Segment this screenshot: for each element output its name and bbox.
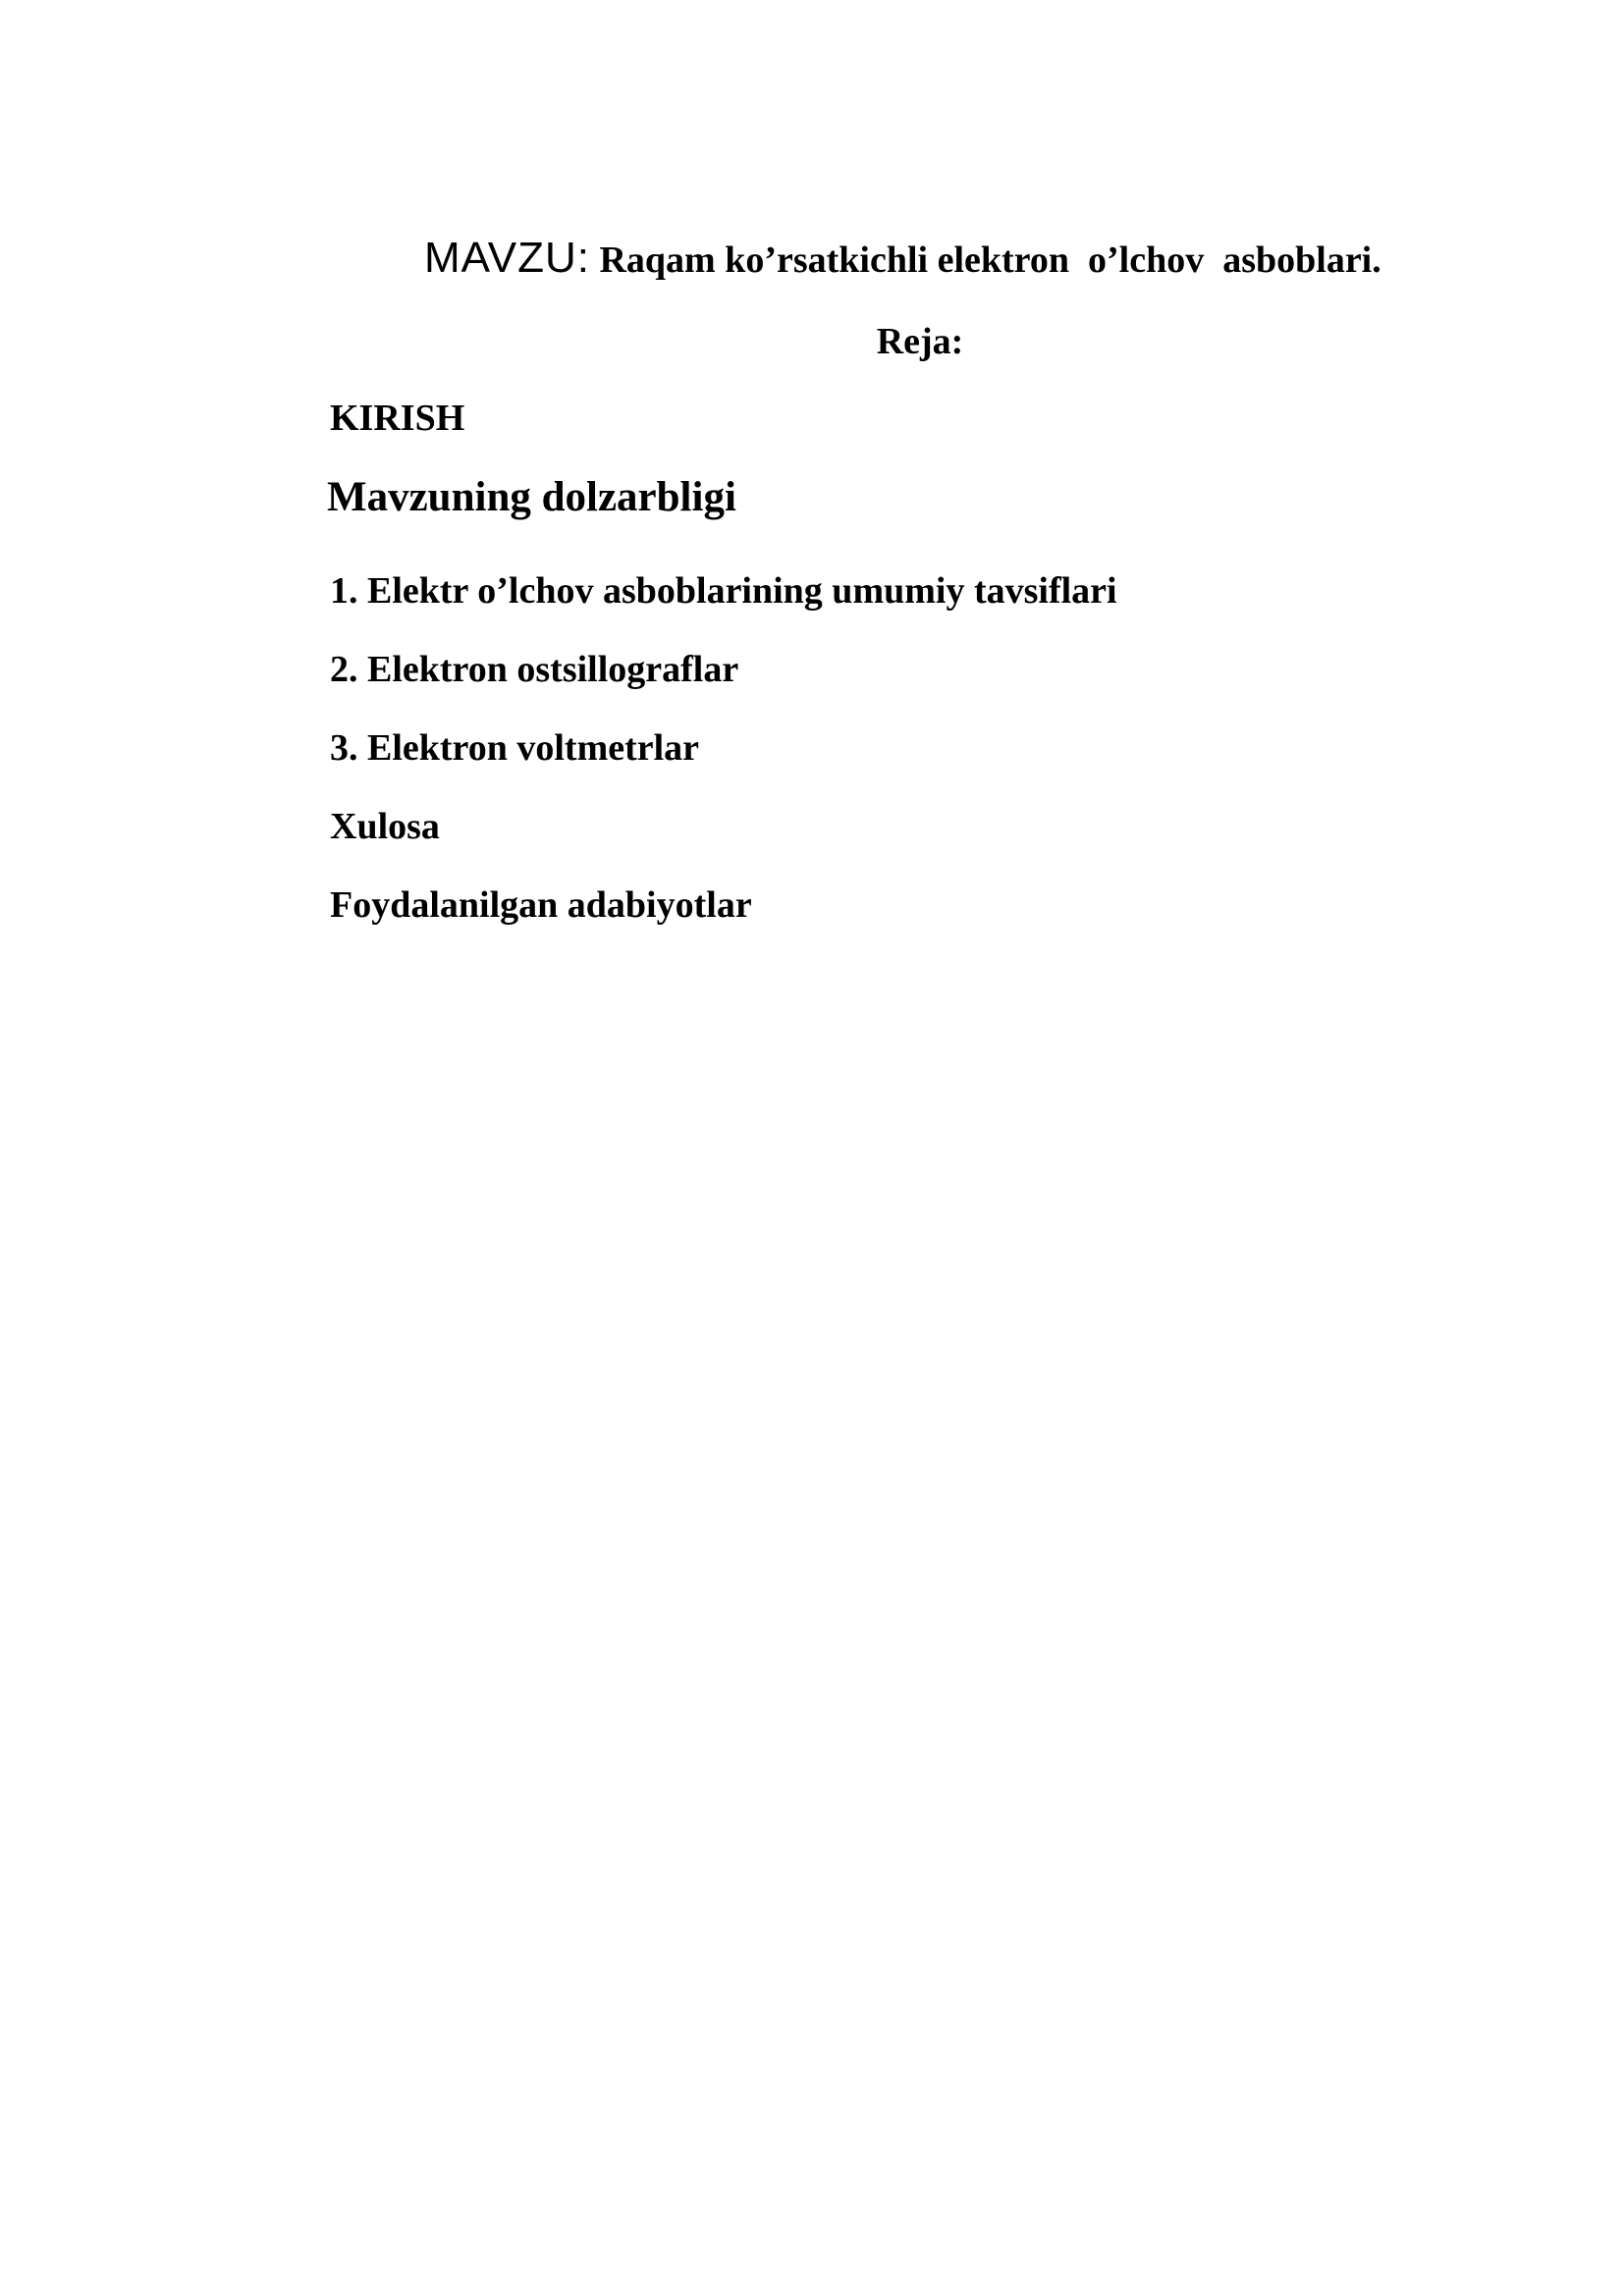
plan-item-3: 3. Elektron voltmetrlar (330, 727, 700, 769)
plan-item-conclusion: Xulosa (330, 806, 440, 847)
plan-item-introduction: KIRISH (330, 398, 465, 439)
topic-line (424, 234, 1381, 283)
plan-item-relevance: Mavzuning dolzarbligi (327, 474, 736, 520)
plan-item-references: Foydalanilgan adabiyotlar (330, 884, 752, 926)
topic-label: MAVZU: (424, 234, 590, 282)
plan-item-2: 2. Elektron ostsillograflar (330, 649, 739, 690)
plan-heading: Reja: (876, 321, 964, 362)
plan-item-1: 1. Elektr o’lchov asboblarining umumiy tavsiflari (330, 570, 1117, 612)
topic-title: Raqam ko’rsatkichli elektron o’lchov asboblari. (589, 240, 1381, 281)
